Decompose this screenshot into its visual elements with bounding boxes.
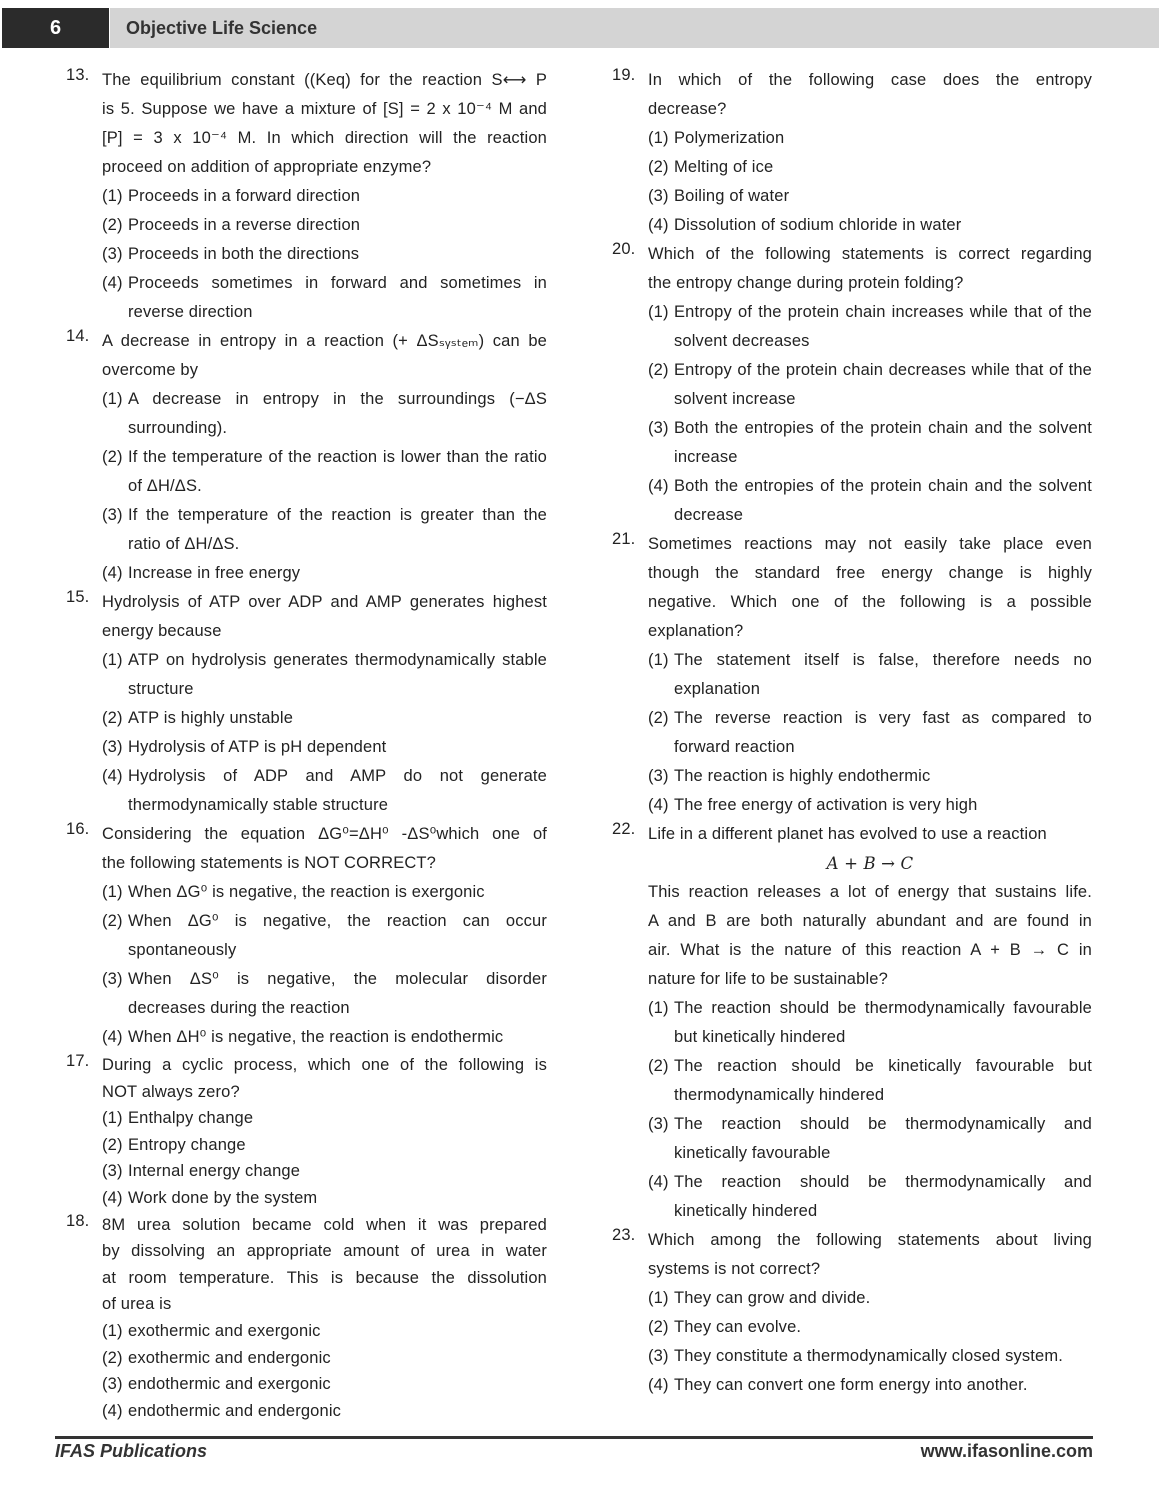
answer-option bbox=[648, 994, 1092, 1052]
option-text: Entropy change bbox=[128, 1135, 246, 1154]
answer-option bbox=[102, 646, 547, 704]
question-22 bbox=[612, 820, 1092, 1226]
answer-option bbox=[648, 646, 1092, 704]
answer-option bbox=[102, 240, 547, 269]
question-stem-line: During a cyclic process, which one of the following is bbox=[102, 1056, 547, 1074]
question-stem-line: The equilibrium constant ((Keq) for the reaction S⟷ P bbox=[102, 71, 547, 89]
answer-option bbox=[102, 878, 547, 907]
answer-option bbox=[102, 1185, 547, 1212]
option-text: A decrease in entropy in the surroundings (−ΔS surrounding). bbox=[128, 390, 547, 437]
answer-option bbox=[648, 1342, 1092, 1371]
option-text: Proceeds sometimes in forward and sometimes in reverse direction bbox=[128, 274, 547, 321]
option-text: ATP is highly unstable bbox=[128, 709, 294, 727]
answer-option bbox=[648, 1110, 1092, 1168]
answer-option bbox=[102, 733, 547, 762]
option-number: (4) bbox=[102, 1028, 123, 1046]
left-column bbox=[66, 66, 547, 1424]
answer-option bbox=[648, 1284, 1092, 1313]
answer-option bbox=[102, 762, 547, 820]
option-text: When ΔG⁰ is negative, the reaction is exergonic bbox=[128, 883, 485, 901]
question-19 bbox=[612, 66, 1092, 240]
option-number: (2) bbox=[648, 709, 669, 727]
option-number: (1) bbox=[648, 303, 669, 321]
option-number: (4) bbox=[102, 767, 123, 785]
option-number: (3) bbox=[648, 1347, 669, 1365]
option-text: Internal energy change bbox=[128, 1162, 301, 1181]
option-text: Proceeds in a forward direction bbox=[128, 187, 361, 205]
answer-option bbox=[648, 1313, 1092, 1342]
option-text: When ΔG⁰ is negative, the reaction can occur spontaneously bbox=[128, 912, 547, 959]
answer-option bbox=[102, 1023, 547, 1052]
option-text: endothermic and exergonic bbox=[128, 1375, 331, 1394]
question-stem-line: explanation? bbox=[648, 622, 744, 640]
answer-option bbox=[102, 443, 547, 501]
option-number: (3) bbox=[102, 245, 123, 263]
answer-option bbox=[102, 559, 547, 588]
question-stem-line: A and B are both naturally abundant and are found in bbox=[648, 912, 1092, 930]
question-number: 17. bbox=[66, 1052, 90, 1070]
option-number: (1) bbox=[102, 1109, 123, 1128]
question-stem-line: Which among the following statements about living bbox=[648, 1231, 1092, 1249]
option-number: (4) bbox=[102, 564, 123, 582]
question-stem-line: negative. Which one of the following is a possible bbox=[648, 593, 1092, 611]
option-number: (2) bbox=[102, 216, 123, 234]
option-text: Proceeds in both the directions bbox=[128, 245, 360, 263]
footer-publisher: IFAS Publications bbox=[55, 1441, 208, 1461]
answer-option bbox=[102, 501, 547, 559]
option-text: If the temperature of the reaction is lower than the ratio of ΔH/ΔS. bbox=[128, 448, 547, 495]
option-text: They can convert one form energy into another. bbox=[674, 1376, 1028, 1394]
question-number: 22. bbox=[612, 820, 636, 838]
answer-option bbox=[648, 1371, 1092, 1400]
question-20 bbox=[612, 240, 1092, 530]
question-stem-line: Life in a different planet has evolved to use a reaction bbox=[648, 825, 1047, 843]
option-text: They can grow and divide. bbox=[674, 1289, 871, 1307]
answer-option bbox=[648, 762, 1092, 791]
option-number: (1) bbox=[102, 1321, 123, 1340]
question-stem-line: In which of the following case does the entropy bbox=[648, 71, 1092, 89]
option-text: Hydrolysis of ADP and AMP do not generate thermodynamically stable structure bbox=[128, 767, 547, 814]
option-text: Enthalpy change bbox=[128, 1109, 254, 1128]
answer-option bbox=[102, 1345, 547, 1372]
question-stem-line: of urea is bbox=[102, 1295, 172, 1314]
option-number: (2) bbox=[102, 709, 123, 727]
answer-option bbox=[648, 1052, 1092, 1110]
option-text: The reverse reaction is very fast as compared to forward reaction bbox=[674, 709, 1092, 756]
question-17 bbox=[66, 1052, 547, 1212]
answer-option bbox=[102, 182, 547, 211]
option-text: Melting of ice bbox=[674, 158, 774, 176]
option-number: (1) bbox=[648, 999, 669, 1017]
question-stem-line: at room temperature. This is because the dissolution bbox=[102, 1268, 547, 1287]
option-number: (2) bbox=[648, 158, 669, 176]
question-stem-line: the following statements is NOT CORRECT? bbox=[102, 854, 436, 872]
option-text: The reaction should be thermodynamically and kinetically hindered bbox=[674, 1173, 1092, 1220]
page-number: 6 bbox=[2, 8, 109, 48]
question-16 bbox=[66, 820, 547, 1052]
option-number: (4) bbox=[648, 477, 669, 495]
question-stem-line: overcome by bbox=[102, 361, 199, 379]
option-number: (3) bbox=[648, 1115, 669, 1133]
option-text: Work done by the system bbox=[128, 1188, 318, 1207]
option-text: The statement itself is false, therefore needs no explanation bbox=[674, 651, 1092, 698]
answer-option bbox=[102, 385, 547, 443]
question-stem-line: Hydrolysis of ATP over ADP and AMP generates highest bbox=[102, 593, 547, 611]
answer-option bbox=[102, 1105, 547, 1132]
reaction-equation: A + B → C bbox=[826, 854, 914, 873]
right-column bbox=[612, 66, 1092, 1400]
answer-option bbox=[648, 211, 1092, 240]
option-number: (2) bbox=[102, 912, 123, 930]
option-number: (2) bbox=[648, 1057, 669, 1075]
question-stem-line: decrease? bbox=[648, 100, 727, 118]
question-stem-line: systems is not correct? bbox=[648, 1260, 821, 1278]
option-number: (2) bbox=[648, 1318, 669, 1336]
footer-website[interactable]: www.ifasonline.com bbox=[920, 1441, 1093, 1461]
answer-option bbox=[102, 1132, 547, 1159]
option-text: Increase in free energy bbox=[128, 564, 301, 582]
option-number: (1) bbox=[102, 187, 123, 205]
option-text: Hydrolysis of ATP is pH dependent bbox=[128, 738, 387, 756]
answer-option bbox=[648, 472, 1092, 530]
option-text: Boiling of water bbox=[674, 187, 790, 205]
option-number: (4) bbox=[648, 796, 669, 814]
option-number: (3) bbox=[102, 970, 123, 988]
question-15 bbox=[66, 588, 547, 820]
page-header bbox=[0, 8, 1159, 48]
option-text: Polymerization bbox=[674, 129, 785, 147]
option-text: The reaction should be thermodynamically favourable but kinetically hindered bbox=[674, 999, 1092, 1046]
answer-option bbox=[102, 907, 547, 965]
option-number: (1) bbox=[102, 883, 123, 901]
option-number: (4) bbox=[648, 1173, 669, 1191]
answer-option bbox=[648, 791, 1092, 820]
question-stem-line: 8M urea solution became cold when it was prepared bbox=[102, 1215, 547, 1234]
option-text: The reaction is highly endothermic bbox=[674, 767, 931, 785]
question-number: 19. bbox=[612, 66, 636, 84]
question-number: 18. bbox=[66, 1211, 90, 1230]
question-number: 21. bbox=[612, 530, 636, 548]
option-text: If the temperature of the reaction is greater than the ratio of ΔH/ΔS. bbox=[128, 506, 547, 553]
option-number: (1) bbox=[102, 390, 123, 408]
answer-option bbox=[648, 414, 1092, 472]
option-number: (2) bbox=[648, 361, 669, 379]
option-number: (3) bbox=[648, 767, 669, 785]
option-text: Both the entropies of the protein chain and the solvent increase bbox=[674, 419, 1092, 466]
option-number: (1) bbox=[648, 651, 669, 669]
answer-option bbox=[102, 211, 547, 240]
option-number: (4) bbox=[102, 1188, 123, 1207]
question-stem-line: though the standard free energy change is highly bbox=[648, 564, 1092, 582]
question-21 bbox=[612, 530, 1092, 820]
option-text: Proceeds in a reverse direction bbox=[128, 216, 361, 234]
option-number: (3) bbox=[102, 506, 123, 524]
question-stem-line: air. What is the nature of this reaction A + B → C in bbox=[648, 941, 1092, 959]
option-text: They can evolve. bbox=[674, 1318, 802, 1336]
question-stem-line: NOT always zero? bbox=[102, 1082, 240, 1101]
answer-option bbox=[102, 1318, 547, 1345]
answer-option bbox=[102, 965, 547, 1023]
footer-divider bbox=[55, 1436, 1093, 1439]
question-stem-line: by dissolving an appropriate amount of urea in water bbox=[102, 1242, 547, 1261]
question-stem-line: [P] = 3 x 10⁻⁴ M. In which direction will the reaction bbox=[102, 129, 547, 147]
question-number: 14. bbox=[66, 327, 90, 345]
option-number: (3) bbox=[102, 1162, 123, 1181]
answer-option bbox=[648, 153, 1092, 182]
question-stem-line: the entropy change during protein folding? bbox=[648, 274, 964, 292]
question-stem-line: proceed on addition of appropriate enzyme? bbox=[102, 158, 432, 176]
question-stem-line: nature for life to be sustainable? bbox=[648, 970, 888, 988]
option-number: (3) bbox=[102, 738, 123, 756]
question-number: 15. bbox=[66, 588, 90, 606]
answer-option bbox=[102, 1398, 547, 1425]
option-number: (4) bbox=[102, 274, 123, 292]
option-number: (1) bbox=[102, 651, 123, 669]
option-number: (2) bbox=[102, 448, 123, 466]
answer-option bbox=[648, 356, 1092, 414]
answer-option bbox=[648, 298, 1092, 356]
answer-option bbox=[102, 1371, 547, 1398]
option-number: (1) bbox=[648, 129, 669, 147]
answer-option bbox=[648, 1168, 1092, 1226]
question-stem-line: is 5. Suppose we have a mixture of [S] = 2 x 10⁻⁴ M and bbox=[102, 100, 547, 118]
option-number: (4) bbox=[102, 1401, 123, 1420]
option-text: endothermic and endergonic bbox=[128, 1401, 342, 1420]
option-text: ATP on hydrolysis generates thermodynamically stable structure bbox=[128, 651, 547, 698]
option-text: Entropy of the protein chain increases while that of the solvent decreases bbox=[674, 303, 1092, 350]
answer-option bbox=[102, 704, 547, 733]
option-text: The reaction should be kinetically favourable but thermodynamically hindered bbox=[674, 1057, 1092, 1104]
option-text: When ΔS⁰ is negative, the molecular disorder decreases during the reaction bbox=[128, 970, 547, 1017]
question-stem-line: A decrease in entropy in a reaction (+ ΔSₛᵧₛₜₑₘ) can be bbox=[102, 332, 547, 350]
answer-option bbox=[102, 269, 547, 327]
question-stem-line: energy because bbox=[102, 622, 222, 640]
option-text: Entropy of the protein chain decreases while that of the solvent increase bbox=[674, 361, 1092, 408]
answer-option bbox=[648, 182, 1092, 211]
option-text: exothermic and endergonic bbox=[128, 1348, 331, 1367]
question-stem-line: Considering the equation ΔG⁰=ΔH⁰ -ΔS⁰which one of bbox=[102, 825, 547, 843]
option-text: The reaction should be thermodynamically and kinetically favourable bbox=[674, 1115, 1092, 1162]
option-number: (1) bbox=[648, 1289, 669, 1307]
question-stem-line: This reaction releases a lot of energy that sustains life. bbox=[648, 883, 1092, 901]
question-18 bbox=[66, 1212, 547, 1425]
option-text: Both the entropies of the protein chain and the solvent decrease bbox=[674, 477, 1092, 524]
answer-option bbox=[102, 1158, 547, 1185]
option-number: (3) bbox=[648, 419, 669, 437]
option-number: (2) bbox=[102, 1135, 123, 1154]
question-13 bbox=[66, 66, 547, 327]
option-number: (2) bbox=[102, 1348, 123, 1367]
option-number: (3) bbox=[648, 187, 669, 205]
question-number: 13. bbox=[66, 66, 90, 84]
question-stem-line: Which of the following statements is correct regarding bbox=[648, 245, 1092, 263]
question-number: 20. bbox=[612, 240, 636, 258]
option-number: (3) bbox=[102, 1375, 123, 1394]
option-text: They constitute a thermodynamically closed system. bbox=[674, 1347, 1063, 1365]
question-number: 23. bbox=[612, 1226, 636, 1244]
question-23 bbox=[612, 1226, 1092, 1400]
question-14 bbox=[66, 327, 547, 588]
question-number: 16. bbox=[66, 820, 90, 838]
option-text: The free energy of activation is very high bbox=[674, 796, 978, 814]
answer-option bbox=[648, 124, 1092, 153]
question-stem-line: Sometimes reactions may not easily take place even bbox=[648, 535, 1092, 553]
option-text: When ΔH⁰ is negative, the reaction is endothermic bbox=[128, 1028, 504, 1046]
option-text: Dissolution of sodium chloride in water bbox=[674, 216, 962, 234]
option-number: (4) bbox=[648, 1376, 669, 1394]
option-number: (4) bbox=[648, 216, 669, 234]
book-title: Objective Life Science bbox=[110, 8, 1159, 48]
option-text: exothermic and exergonic bbox=[128, 1321, 321, 1340]
answer-option bbox=[648, 704, 1092, 762]
